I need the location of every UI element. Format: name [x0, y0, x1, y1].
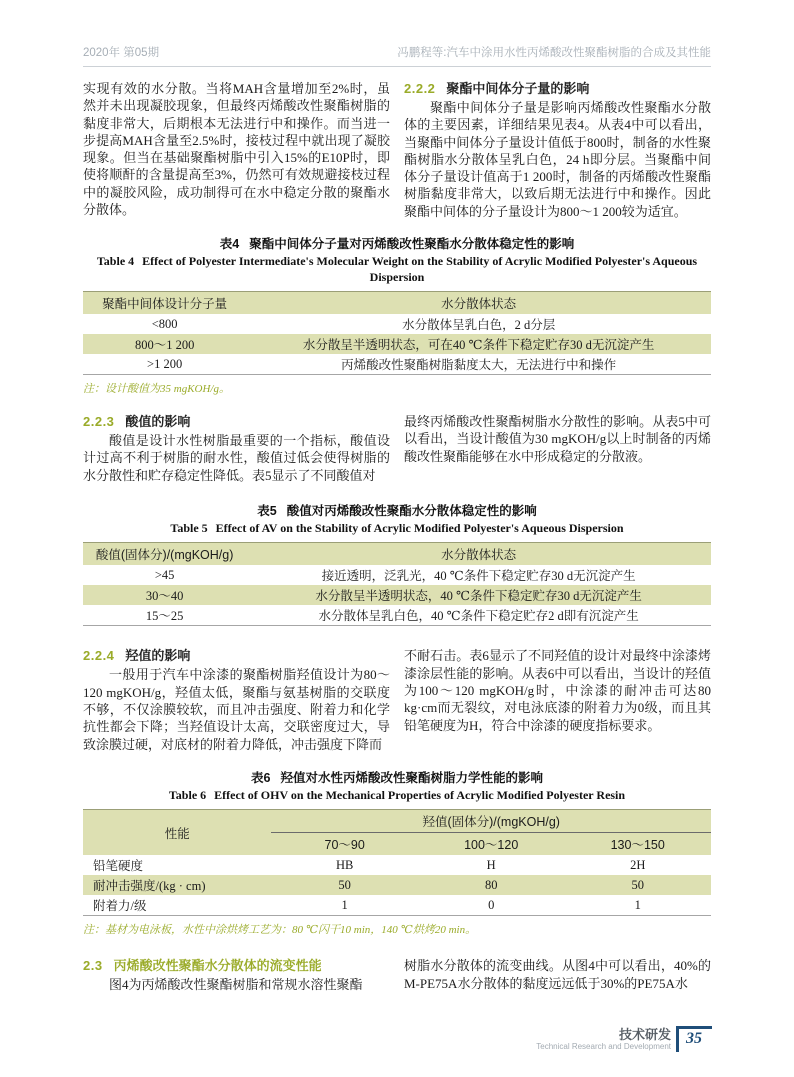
- table4-caption-en-label: Table 4: [96, 254, 135, 269]
- section-number: 2.2.4: [83, 648, 115, 664]
- section-title: 羟值的影响: [125, 648, 191, 664]
- section-number: 2.2.3: [83, 414, 115, 430]
- section-heading-223: [83, 413, 390, 431]
- section-heading-224: [83, 647, 390, 665]
- table4-note: 注：设计酸值为35 mgKOH/g。: [83, 383, 230, 396]
- right-column: [404, 80, 711, 220]
- table4-caption-zh-text: 聚酯中间体分子量对丙烯酸改性聚酯水分散体稳定性的影响: [249, 237, 575, 252]
- section-title: 丙烯酸改性聚酯水分散体的流变性能: [113, 958, 322, 974]
- table-row: [83, 895, 711, 916]
- table-cell: 附着力/级: [93, 899, 147, 914]
- page-footer: [536, 1026, 712, 1052]
- table-row: [83, 875, 711, 895]
- table-row: [83, 354, 711, 375]
- table-cell: 水分散体呈乳白色，40 ℃条件下稳定贮存2 d即有沉淀产生: [318, 609, 639, 624]
- table5-header-cell: 水分散体状态: [246, 543, 711, 566]
- table5-caption-en: [83, 521, 711, 537]
- running-title: 冯鹏程等:汽车中涂用水性丙烯酸改性聚酯树脂的合成及其性能: [397, 47, 711, 59]
- section-title: 酸值的影响: [125, 414, 191, 430]
- table6-caption-zh-label: 表6: [251, 770, 271, 785]
- table5-header-row: [83, 543, 711, 566]
- table5-caption-en-label: Table 5: [170, 520, 208, 535]
- table-row: [83, 855, 711, 875]
- table-cell: 水分散呈半透明状态，可在40 ℃条件下稳定贮存30 d无沉淀产生: [246, 334, 711, 354]
- table4-block: [83, 236, 711, 396]
- table-cell: 耐冲击强度/(kg · cm): [83, 875, 271, 895]
- right-column: [404, 647, 711, 752]
- section-224-body-left: 一般用于汽车中涂漆的聚酯树脂羟值设计为80～120 mgKOH/g，羟值太低，聚酯与氨基树脂的交联度不够，不仅涂膜较软，而且冲击强度、附着力和化学抗性都会下降；当羟值设计太高，交联密度过大，导致涂膜过硬，对底材的附着力降低，冲击强度下降而: [83, 667, 390, 752]
- table-row: [83, 605, 711, 626]
- table-cell: >45: [154, 567, 175, 582]
- table-cell: <800: [151, 316, 178, 331]
- intro-paragraph: 实现有效的水分散。当将MAH含量增加至2%时，虽然并未出现凝胶现象，但最终丙烯酸改性聚酯树脂的黏度非常大，后期根本无法进行中和操作。而当进一步提高MAH含量至2.5%时，接枝过程中就出现了凝胶现象。但当在基础聚酯树脂中引入15%的E10P时，即使将顺酐的含量提高至3%，仍然可有效规避接枝过程中的凝胶风险，成功制得可在水中稳定分散的聚酯水分散体。: [83, 81, 390, 218]
- table-cell: 80: [418, 875, 565, 895]
- table4-header-row: [83, 292, 711, 315]
- table5: [83, 542, 711, 626]
- left-column: [83, 413, 390, 484]
- right-column: [404, 413, 711, 484]
- table6-header-row-1: [83, 810, 711, 833]
- table-cell: >1 200: [147, 356, 183, 371]
- section-224-body-right: 不耐石击。表6显示了不同羟值的设计对最终中涂漆烤漆涂层性能的影响。从表6中可以看出，当设计的羟值为100～120 mgKOH/g时，中涂漆的耐冲击可达80 kg·cm而无裂纹，对电泳底漆的附着力为0级，而且其铅笔硬度为H，符合中涂漆的硬度指标要求。: [404, 648, 711, 733]
- table6-caption-zh: [83, 770, 711, 786]
- section-23-body-left: 图4为丙烯酸改性聚酯树脂和常规水溶性聚酯: [109, 977, 363, 993]
- table-cell: HB: [335, 857, 354, 872]
- right-column: [404, 957, 711, 993]
- table4-caption-zh: [83, 236, 711, 252]
- table-row: [83, 334, 711, 354]
- footer-section: [536, 1026, 671, 1052]
- left-column: [83, 80, 390, 220]
- section-222-body: 聚酯中间体分子量是影响丙烯酸改性聚酯水分散体的主要因素，详细结果见表4。从表4中可以看出，当聚酯中间体分子量设计值低于800时，制备的水性聚酯树脂水分散体呈乳白色，24 h即分层。当聚酯中间体分子量设计值高于1 200时，制备的丙烯酸改性聚酯树脂黏度非常大，以致后期无法进行中和操作。因此聚酯中间体的分子量设计为800～1 200较为适宜。: [404, 100, 711, 219]
- table-row: [83, 585, 711, 605]
- page-number: 35: [676, 1026, 712, 1052]
- section-heading-222: [404, 80, 711, 98]
- table-row: [83, 314, 711, 334]
- table-cell: H: [486, 857, 496, 872]
- table6-caption-en-text: Effect of OHV on the Mechanical Properties of Acrylic Modified Polyester Resin: [214, 787, 626, 802]
- table5-caption-zh-text: 酸值对丙烯酸改性聚酯水分散体稳定性的影响: [286, 503, 537, 518]
- table6-subheader: 130～150: [564, 833, 711, 856]
- table5-block: [83, 503, 711, 627]
- table6: [83, 809, 711, 916]
- table6-block: [83, 770, 711, 938]
- table4-caption-en-text: Effect of Polyester Intermediate's Molecular Weight on the Stability of Acrylic Modified Polyester's Aqueous Dispersion: [142, 254, 698, 284]
- table-cell: 2H: [630, 857, 646, 872]
- table-cell: 水分散体呈乳白色，2 d分层: [402, 318, 556, 333]
- section-title: 聚酯中间体分子量的影响: [446, 81, 590, 96]
- section-number: 2.2.2: [404, 81, 436, 96]
- section-heading-23: [83, 957, 390, 975]
- table-cell: 800～1 200: [83, 334, 246, 354]
- table-cell: 丙烯酸改性聚酯树脂黏度太大，无法进行中和操作: [341, 358, 617, 373]
- running-header: [83, 0, 711, 67]
- table-cell: 接近透明，泛乳光，40 ℃条件下稳定贮存30 d无沉淀产生: [321, 569, 636, 584]
- footer-section-en: Technical Research and Development: [536, 1042, 671, 1051]
- section-number: 2.3: [83, 958, 103, 974]
- table6-col1-header: 性能: [83, 810, 271, 856]
- section-223-body-right: 最终丙烯酸改性聚酯树脂水分散性的影响。从表5中可以看出，当设计酸值为30 mgKOH/g以上时制备的丙烯酸改性聚酯能够在水中形成稳定的分散液。: [404, 414, 711, 464]
- section-223-body-left: 酸值是设计水性树脂最重要的一个指标，酸值设计过高不利于树脂的耐水性，酸值过低会使得树脂的水分散性和贮存稳定性降低。表5显示了不同酸值对: [83, 433, 390, 483]
- table-cell: 水分散呈半透明状态，40 ℃条件下稳定贮存30 d无沉淀产生: [246, 585, 711, 605]
- table4: [83, 291, 711, 375]
- table-cell: 铅笔硬度: [93, 859, 144, 874]
- left-column: [83, 647, 390, 752]
- section-23-body-right: 树脂水分散体的流变曲线。从图4中可以看出，40%的M-PE75A水分散体的黏度远远低于30%的PE75A水: [404, 958, 711, 991]
- table6-caption-en-label: Table 6: [168, 787, 207, 802]
- table4-header-cell: 聚酯中间体设计分子量: [83, 292, 246, 315]
- row-intro: [83, 80, 711, 220]
- table5-caption-zh: [83, 503, 711, 519]
- table6-caption-zh-text: 羟值对水性丙烯酸改性聚酯树脂力学性能的影响: [280, 770, 543, 785]
- table-cell: 15～25: [145, 609, 184, 624]
- table5-caption-en-text: Effect of AV on the Stability of Acrylic Modified Polyester's Aqueous Dispersion: [215, 520, 624, 535]
- left-column: [83, 957, 390, 993]
- table-cell: 50: [271, 875, 418, 895]
- row-224: [83, 647, 711, 752]
- table-cell: 1: [341, 897, 348, 912]
- issue-label: 2020年 第05期: [83, 47, 160, 59]
- table6-group-header: 羟值(固体分)/(mgKOH/g): [271, 810, 711, 833]
- table6-subheader: 100～120: [418, 833, 565, 856]
- table5-header-cell: 酸值(固体分)/(mgKOH/g): [83, 543, 246, 566]
- table-cell: 30～40: [83, 585, 246, 605]
- row-23: [83, 957, 711, 993]
- table5-caption-zh-label: 表5: [257, 503, 277, 518]
- table-row: [83, 565, 711, 585]
- footer-section-zh: 技术研发: [618, 1027, 671, 1042]
- table-cell: 0: [488, 897, 495, 912]
- table4-header-cell: 水分散体状态: [246, 292, 711, 315]
- table6-note: 注：基材为电泳板，水性中涂烘烤工艺为：80 ℃闪干10 min，140 ℃烘烤20 min。: [83, 924, 477, 937]
- table-cell: 50: [564, 875, 711, 895]
- table6-subheader: 70～90: [271, 833, 418, 856]
- table4-caption-zh-label: 表4: [219, 237, 240, 252]
- table4-caption-en: [83, 254, 711, 285]
- row-223: [83, 413, 711, 484]
- table-cell: 1: [634, 897, 641, 912]
- table6-caption-en: [83, 788, 711, 804]
